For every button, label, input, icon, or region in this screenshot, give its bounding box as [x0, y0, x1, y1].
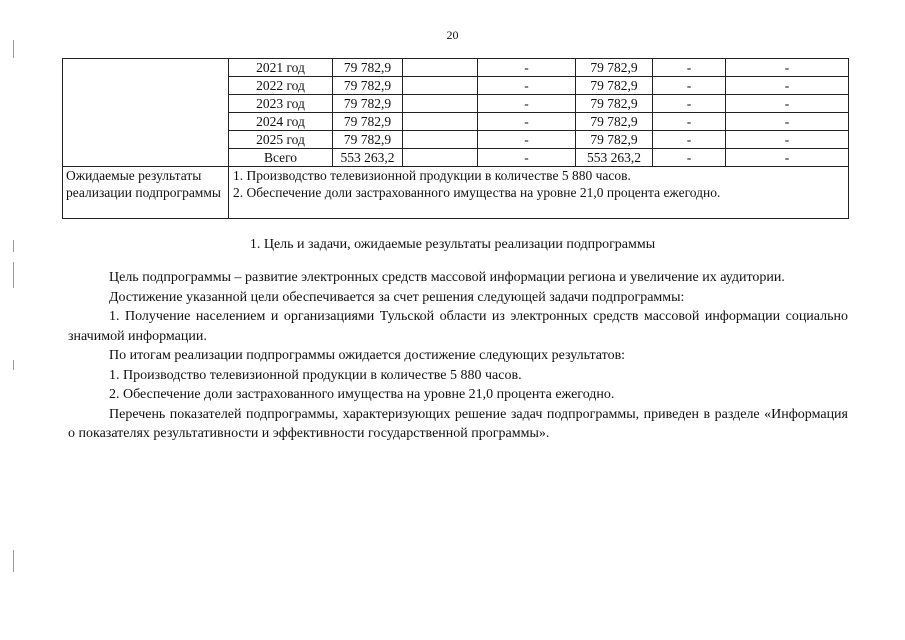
result-item: 2. Обеспечение доли застрахованного имущества на уровне 21,0 процента ежегодно. [233, 185, 721, 200]
paragraph: 1. Производство телевизионной продукции в количестве 5 880 часов. [109, 367, 522, 383]
year-cell: 2021 год [229, 59, 333, 77]
value-cell: - [653, 77, 726, 95]
paragraph: Перечень показателей подпрограммы, характеризующих решение задач подпрограммы, приведен в разделе «Информация о показателях результативности и эффективности государственной программы». [68, 406, 848, 441]
total-cell: 79 782,9 [333, 95, 403, 113]
paragraph: По итогам реализации подпрограммы ожидается достижение следующих результатов: [109, 348, 626, 363]
value-cell: 79 782,9 [576, 77, 653, 95]
value-cell [403, 77, 478, 95]
scan-artifact [13, 262, 14, 288]
year-cell: 2025 год [229, 131, 333, 149]
scan-artifact [13, 550, 14, 572]
value-cell [403, 149, 478, 167]
paragraph: Цель подпрограммы – развитие электронных средств массовой информации региона и увеличение их аудитории. [109, 270, 785, 285]
results-label: Ожидаемые результаты реализации подпрограммы [63, 167, 229, 219]
value-cell: 79 782,9 [576, 131, 653, 149]
value-cell: - [478, 113, 576, 131]
value-cell: 79 782,9 [576, 113, 653, 131]
result-item: 1. Производство телевизионной продукции в количестве 5 880 часов. [233, 168, 631, 183]
total-cell: 79 782,9 [333, 59, 403, 77]
total-cell: 553 263,2 [333, 149, 403, 167]
value-cell: 79 782,9 [576, 59, 653, 77]
value-cell: - [653, 95, 726, 113]
value-cell: - [726, 59, 849, 77]
value-cell: - [726, 113, 849, 131]
financing-table [62, 58, 849, 219]
value-cell: - [478, 149, 576, 167]
year-cell: 2023 год [229, 95, 333, 113]
value-cell: 79 782,9 [576, 95, 653, 113]
results-cell [229, 167, 849, 219]
value-cell: - [726, 131, 849, 149]
paragraph: 2. Обеспечение доли застрахованного имущества на уровне 21,0 процента ежегодно. [109, 387, 615, 402]
scan-artifact [13, 40, 14, 58]
table-row [63, 59, 849, 77]
year-cell: 2022 год [229, 77, 333, 95]
value-cell: - [653, 59, 726, 77]
body-text [68, 268, 848, 444]
value-cell: - [726, 95, 849, 113]
value-cell: - [653, 149, 726, 167]
value-cell: - [478, 77, 576, 95]
table-row-results [63, 167, 849, 219]
value-cell: - [478, 95, 576, 113]
value-cell: - [478, 59, 576, 77]
total-cell: 79 782,9 [333, 113, 403, 131]
total-cell: 79 782,9 [333, 77, 403, 95]
value-cell: - [653, 113, 726, 131]
page-number: 20 [446, 28, 459, 42]
scan-artifact [13, 240, 14, 252]
scan-artifact [13, 360, 14, 370]
value-cell: - [478, 131, 576, 149]
year-cell: Всего [229, 149, 333, 167]
value-cell [403, 59, 478, 77]
value-cell [403, 95, 478, 113]
total-cell: 79 782,9 [333, 131, 403, 149]
paragraph: Достижение указанной цели обеспечивается за счет решения следующей задачи подпрограммы: [109, 289, 685, 305]
value-cell [403, 131, 478, 149]
value-cell: 553 263,2 [576, 149, 653, 167]
value-cell: - [726, 77, 849, 95]
paragraph: 1. Получение населением и организациями Тульской области из электронных средств массовой информации социально значимой информации. [68, 309, 848, 344]
value-cell: - [726, 149, 849, 167]
year-cell: 2024 год [229, 113, 333, 131]
empty-label-cell [63, 59, 229, 167]
section-heading: 1. Цель и задачи, ожидаемые результаты реализации подпрограммы [249, 237, 656, 252]
value-cell [403, 113, 478, 131]
value-cell: - [653, 131, 726, 149]
